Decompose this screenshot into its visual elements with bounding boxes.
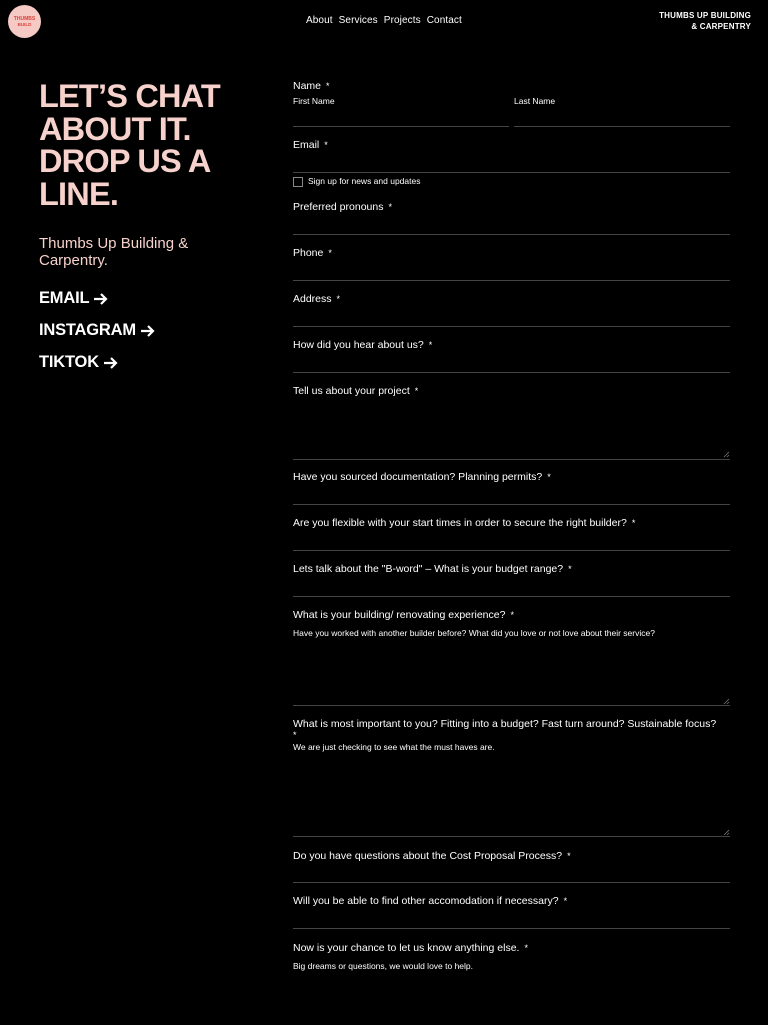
required-marker: * (324, 140, 328, 150)
cost-proposal-input[interactable] (293, 850, 730, 884)
project-textarea[interactable] (293, 385, 730, 459)
tiktok-link-label: TIKTOK (39, 353, 99, 371)
required-marker: * (631, 518, 636, 528)
flexible-start-input[interactable] (293, 517, 730, 551)
first-name-underline (293, 126, 509, 127)
name-label: Name (293, 80, 322, 92)
newsletter-option[interactable] (308, 176, 608, 186)
required-marker: * (547, 472, 551, 482)
newsletter-label: Sign up for news and updates (308, 176, 421, 186)
last-name-label: Last Name (514, 96, 556, 106)
cost-proposal-label: Do you have questions about the Cost Proposal Process? (293, 850, 563, 862)
important-description: We are just checking to see what the must haves are. (293, 742, 495, 752)
budget-label: Lets talk about the "B-word" – What is your budget range? (293, 563, 564, 575)
required-marker: * (524, 943, 528, 953)
pronouns-label: Preferred pronouns (293, 201, 384, 213)
required-marker: * (326, 81, 330, 91)
address-label: Address (293, 293, 332, 305)
project-underline (293, 459, 730, 460)
title-line-1: LET’S CHAT (39, 78, 220, 114)
resize-handle-icon[interactable] (723, 698, 730, 705)
budget-underline (293, 596, 730, 597)
phone-underline (293, 280, 730, 281)
required-marker: * (328, 248, 332, 258)
required-marker: * (567, 851, 571, 861)
pronouns-underline (293, 234, 730, 235)
title-line-2: ABOUT IT. (39, 110, 191, 147)
anything-else-textarea[interactable] (293, 942, 730, 1002)
svg-text:THUMBS: THUMBS (13, 16, 36, 22)
documentation-label: Have you sourced documentation? Planning permits? (293, 471, 543, 483)
nav-projects[interactable]: Projects (383, 15, 421, 26)
important-textarea[interactable] (293, 718, 730, 837)
instagram-link-label: INSTAGRAM (39, 321, 136, 339)
social-links (39, 289, 156, 385)
anything-else-label: Now is your chance to let us know anything else. (293, 942, 520, 954)
arrow-right-icon (93, 292, 109, 306)
important-label: What is most important to you? Fitting into a budget? Fast turn around? Sustainable focus? (293, 718, 717, 730)
project-label: Tell us about your project (293, 385, 410, 397)
main-nav (306, 15, 468, 26)
hear-about-label: How did you hear about us? (293, 339, 424, 351)
hear-about-underline (293, 372, 730, 373)
documentation-underline (293, 504, 730, 505)
flexible-start-underline (293, 550, 730, 551)
newsletter-checkbox[interactable] (293, 177, 303, 187)
first-name-label: First Name (293, 96, 335, 106)
resize-handle-icon[interactable] (723, 451, 730, 458)
flexible-start-label: Are you flexible with your start times in order to secure the right builder? (293, 517, 627, 529)
brand-logo[interactable] (8, 5, 41, 38)
arrow-right-icon (103, 356, 119, 370)
nav-services[interactable]: Services (338, 15, 378, 26)
address-input[interactable] (293, 293, 730, 327)
phone-label: Phone (293, 247, 324, 259)
required-marker: * (568, 564, 572, 574)
name-field (293, 80, 730, 93)
experience-description: Have you worked with another builder before? What did you love or not love about their service? (293, 628, 655, 638)
accommodation-label: Will you be able to find other accomodation if necessary? (293, 895, 559, 907)
email-link-label: EMAIL (39, 289, 90, 307)
first-name-input[interactable] (293, 96, 509, 106)
hear-about-input[interactable] (293, 339, 730, 373)
last-name-underline (514, 126, 730, 127)
experience-textarea[interactable] (293, 609, 730, 706)
budget-input[interactable] (293, 563, 730, 597)
required-marker: * (293, 730, 297, 740)
nav-contact[interactable]: Contact (426, 15, 462, 26)
address-underline (293, 326, 730, 327)
accommodation-input[interactable] (293, 895, 730, 929)
cost-proposal-underline (293, 882, 730, 883)
page-title (39, 80, 269, 210)
accommodation-underline (293, 928, 730, 929)
brand-name[interactable] (659, 11, 751, 32)
email-link[interactable] (39, 289, 109, 308)
required-marker: * (563, 896, 568, 906)
required-marker: * (414, 386, 419, 396)
phone-input[interactable] (293, 247, 730, 281)
email-input[interactable] (293, 139, 730, 173)
documentation-input[interactable] (293, 471, 730, 505)
brand-line-1: THUMBS UP BUILDING (659, 11, 751, 20)
resize-handle-icon[interactable] (723, 829, 730, 836)
experience-label: What is your building/ renovating experience? (293, 609, 506, 621)
brand-line-2: & CARPENTRY (691, 21, 751, 31)
nav-about[interactable]: About (306, 15, 333, 26)
required-marker: * (510, 610, 514, 620)
email-underline (293, 172, 730, 173)
last-name-input[interactable] (514, 96, 730, 106)
instagram-link[interactable] (39, 321, 156, 340)
required-marker: * (428, 340, 433, 350)
title-line-3: DROP US A (39, 143, 211, 179)
important-underline (293, 836, 730, 837)
required-marker: * (336, 294, 341, 304)
arrow-right-icon (140, 324, 156, 338)
email-label: Email (293, 139, 320, 151)
pronouns-input[interactable] (293, 201, 730, 235)
anything-else-description: Big dreams or questions, we would love to help. (293, 961, 474, 971)
svg-text:BUILD: BUILD (17, 22, 32, 27)
tiktok-link[interactable] (39, 353, 119, 372)
company-subtitle: Thumbs Up Building & Carpentry. (39, 235, 189, 269)
required-marker: * (388, 202, 392, 212)
logo-mark-icon (8, 5, 41, 38)
title-line-4: LINE. (39, 175, 119, 212)
experience-underline (293, 705, 730, 706)
